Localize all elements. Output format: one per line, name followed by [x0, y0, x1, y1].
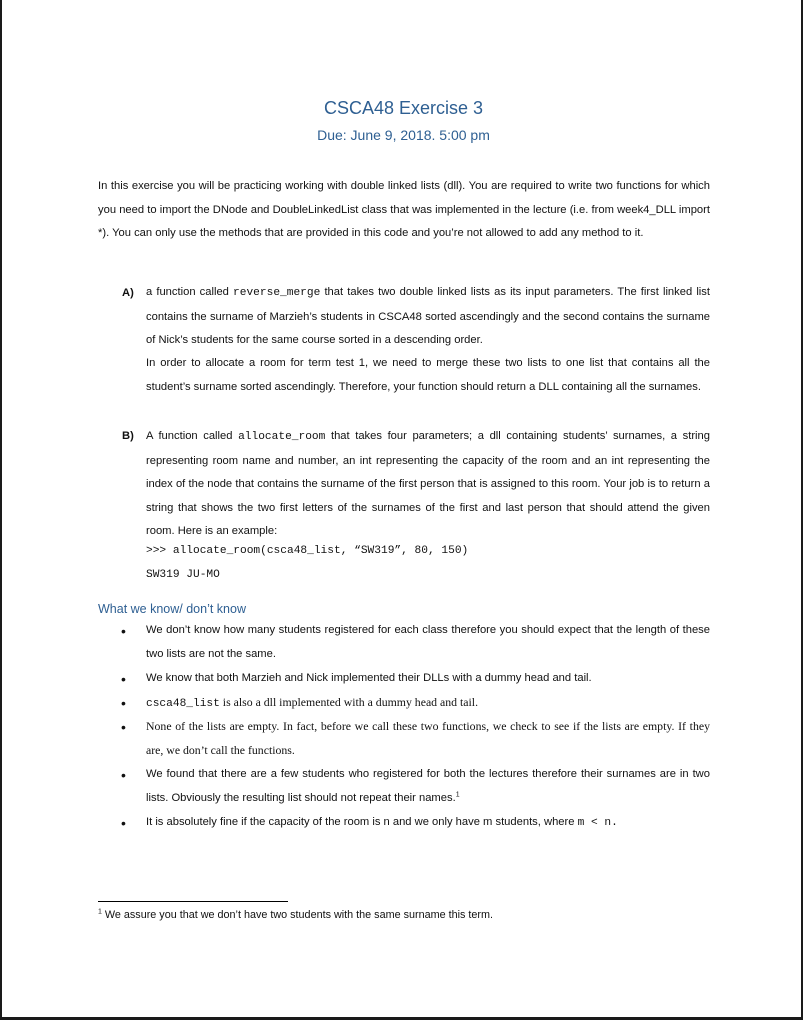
bullet-dot: • — [121, 767, 126, 783]
footnote — [98, 909, 493, 921]
footnote-marker: 1 — [98, 908, 102, 916]
bullet-dot: • — [121, 815, 126, 831]
part-b-paragraph — [146, 425, 710, 544]
bullet-dot: • — [121, 719, 126, 735]
part-a-paragraph — [146, 281, 710, 353]
footnote-text: We assure you that we don’t have two students with the same surname this term. — [101, 909, 493, 921]
bullet-item-6 — [146, 811, 710, 836]
bullet-dot: • — [121, 671, 126, 687]
bullet-item-2: We know that both Marzieh and Nick implemented their DLLs with a dummy head and tail. — [146, 672, 592, 684]
part-b-text-end: that takes four parameters; a dll containing students’ surnames, a string representing room name and number, an int representing the capacity of the room and an int representing the index of the node that contains the surname of the first person that is assigned to this room. Your job is to return a string that shows the two first letters of the surnames of the first and last person that should attend the given room. Here is an example: — [146, 430, 710, 538]
bullet-dot: • — [121, 695, 126, 711]
part-a-text-end: that takes two double linked lists as its input parameters. The first linked list contains the surname of Marzieh’s students in CSCA48 sorted ascendingly and the second contains the surname of Nick’s students for the same course sorted in a descending order. — [146, 286, 710, 347]
csca48-list-code: csca48_list — [146, 698, 220, 710]
bullet-dot: • — [121, 623, 126, 639]
bullet-item-3-text: is also a dll implemented with a dummy head and tail. — [219, 695, 479, 709]
allocate-room-code: allocate_room — [238, 431, 326, 443]
example-call-code: >>> allocate_room(csca48_list, “SW319”, 80, 150) — [146, 545, 469, 557]
reverse-merge-code: reverse_merge — [233, 287, 321, 299]
footnote-separator — [98, 901, 288, 902]
part-a-marker: A) — [122, 287, 134, 299]
bullet-item-6-text: It is absolutely fine if the capacity of the room is n and we only have m students, where — [146, 816, 578, 828]
example-output-code: SW319 JU-MO — [146, 569, 220, 581]
m-less-n-code: m < n. — [577, 817, 618, 829]
footnote-ref: 1 — [455, 790, 460, 798]
part-b-marker: B) — [122, 430, 134, 442]
part-a-paragraph-2: In order to allocate a room for term test 1, we need to merge these two lists to one list that contains all the student’s surname sorted ascendingly. Therefore, your function should return a DLL containing all the surnames. — [146, 357, 710, 393]
document-title: CSCA48 Exercise 3 — [323, 98, 484, 118]
intro-paragraph: In this exercise you will be practicing working with double linked lists (dll). You are required to write two functions for which you need to import the DNode and DoubleLinkedList class that was implemented in the lecture (i.e. from week4_DLL import *). You can only use the methods that are provided in this code and you’re not allowed to add any method to it. — [98, 180, 710, 240]
bullet-item-4: None of the lists are empty. In fact, before we call these two functions, we check to see if the lists are empty. If they are, we don’t call the functions. — [146, 719, 710, 757]
part-b-text-start: A function called — [146, 430, 239, 442]
bullet-item-3 — [146, 691, 710, 717]
bullet-item-1: We don’t know how many students registered for each class therefore you should expect that the length of these two lists are not the same. — [146, 624, 710, 660]
part-a-text-start: a function called — [146, 286, 234, 298]
bullet-item-5 — [146, 763, 710, 810]
due-date: Due: June 9, 2018. 5:00 pm — [317, 127, 490, 143]
bullet-item-5-text: We found that there are a few students who registered for both the lectures therefore their surnames are in two lists. Obviously the resulting list should not repeat their names. — [146, 768, 710, 804]
known-heading: What we know/ don’t know — [98, 602, 246, 616]
